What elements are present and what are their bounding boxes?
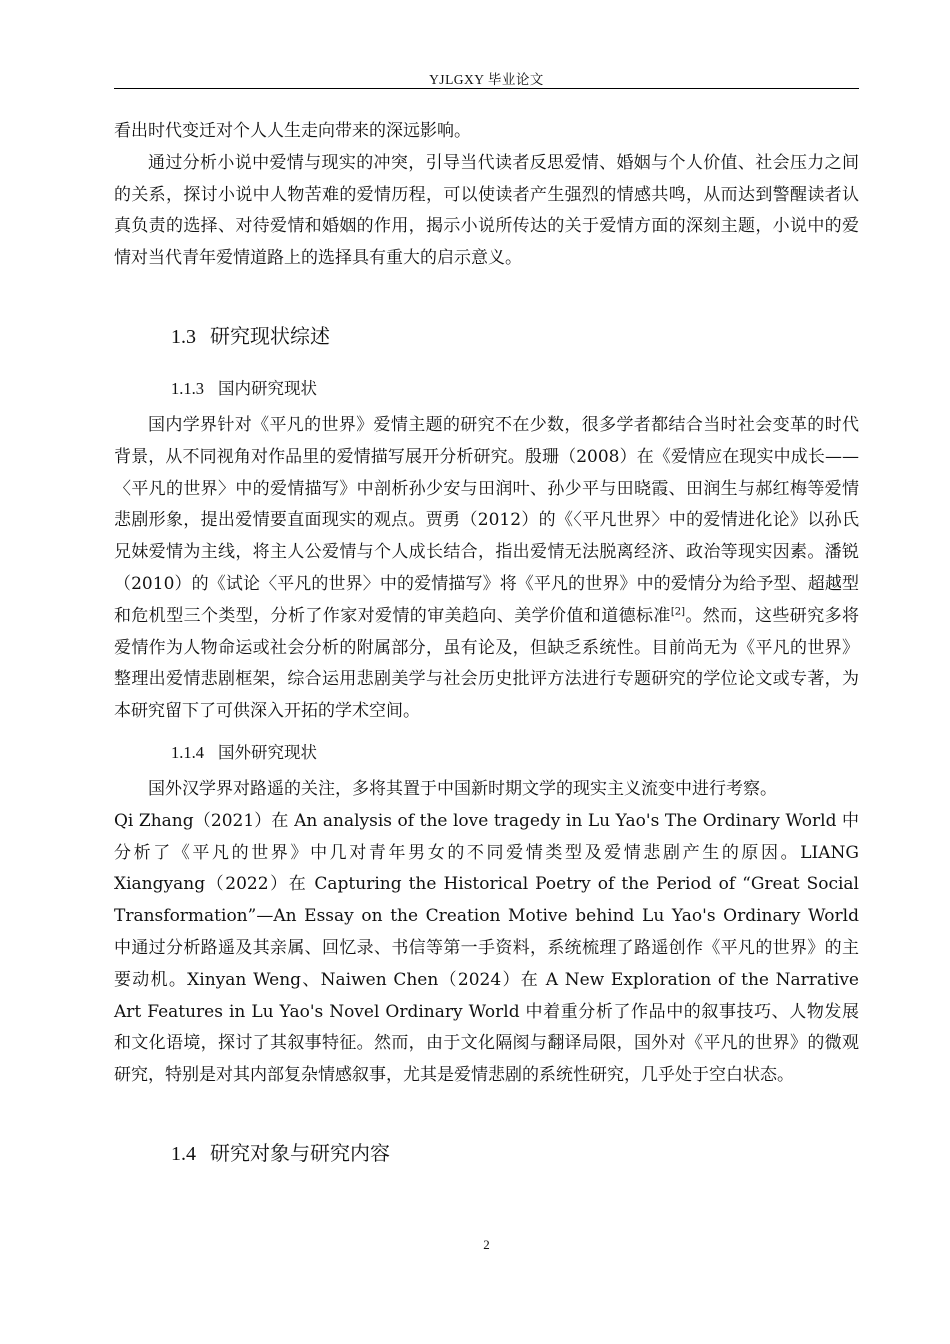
section-number: 1.4 [171, 1142, 196, 1165]
subsection-number: 1.1.4 [171, 742, 204, 762]
paragraph-foreign-intro: 国外汉学界对路遥的关注，多将其置于中国新时期文学的现实主义流变中进行考察。 [148, 778, 777, 799]
paragraph-continuation: 看出时代变迁对个人人生走向带来的深远影响。 [114, 121, 471, 141]
section-title: 研究现状综述 [210, 323, 330, 348]
subsection-title: 国外研究现状 [218, 742, 317, 762]
header-divider [114, 88, 859, 89]
section-number: 1.3 [171, 325, 196, 348]
page-footer [114, 1237, 859, 1253]
section-heading-1-4 [171, 1138, 859, 1169]
paragraph-significance: 通过分析小说中爱情与现实的冲突，引导当代读者反思爱情、婚姻与个人价值、社会压力之间的关系，探讨小说中人物苦难的爱情历程，可以使读者产生强烈的情感共鸣，从而达到警醒读者认真负责的选择、对待爱情和婚姻的作用，揭示小说所传达的关于爱情方面的深刻主题，小说中的爱情对当代青年爱情道路上的选择具有重大的启示意义。 [114, 152, 859, 269]
subsection-number: 1.1.3 [171, 378, 204, 398]
paragraph-foreign-research: Qi Zhang（2021）在 An analysis of the love tragedy in Lu Yao's The Ordinary World 中分析了《平凡的世界》中几对青年男女的不同爱情类型及爱情悲剧产生的原因。LIANG Xiangyang（2022）在 Capturing the Historical Poetry of the Period of “Great Social Transformation”—An Essay on the Creation Motive behind Lu Yao's Ordinary World 中通过分析路遥及其亲属、回忆录、书信等第一手资料，系统梳理了路遥创作《平凡的世界》的主要动机。Xinyan Weng、Naiwen Chen（2024）在 A New Exploration of the Narrative Art Features in Lu Yao's Novel Ordinary World 中着重分析了作品中的叙事技巧、人物发展和文化语境，探讨了其叙事特征。然而，由于文化隔阂与翻译局限，国外对《平凡的世界》的微观研究，特别是对其内部复杂情感叙事，尤其是爱情悲剧的系统性研究，几乎处于空白状态。 [114, 810, 859, 1086]
domestic-text-part1: 国内学界针对《平凡的世界》爱情主题的研究不在少数，很多学者都结合当时社会变革的时代背景，从不同视角对作品里的爱情描写展开分析研究。殷珊（2008）在《爱情应在现实中成长——〈平凡的世界〉中的爱情描写》中剖析孙少安与田润叶、孙少平与田晓霞、田润生与郝红梅等爱情悲剧形象，提出爱情要直面现实的观点。贾勇（2012）的《〈平凡世界〉中的爱情进化论》以孙氏兄妹爱情为主线，将主人公爱情与个人成长结合，指出爱情无法脱离经济、政治等现实因素。潘锐（2010）的《试论〈平凡的世界〉中的爱情描写》将《平凡的世界》中的爱情分为给予型、超越型和危机型三个类型，分析了作家对爱情的审美趋向、美学价值和道德标准 [114, 414, 859, 626]
header-title: YJLGXY 毕业论文 [429, 72, 544, 87]
subsection-heading-1-1-4 [171, 738, 859, 768]
section-title: 研究对象与研究内容 [210, 1140, 390, 1165]
domestic-text-part2: 。然而，这些研究多将爱情作为人物命运或社会分析的附属部分，虽有论及，但缺乏系统性。目前尚无为《平凡的世界》整理出爱情悲剧框架，综合运用悲剧美学与社会历史批评方法进行专题研究的学位论文或专著，为本研究留下了可供深入开拓的学术空间。 [114, 605, 860, 722]
document-body [114, 116, 859, 1191]
section-heading-1-3 [171, 321, 859, 352]
citation-marker: [2] [670, 606, 685, 618]
paragraph-domestic-research [114, 410, 859, 728]
subsection-heading-1-1-3 [171, 374, 859, 404]
page-header [114, 68, 859, 88]
page-number: 2 [483, 1237, 490, 1252]
subsection-title: 国内研究现状 [218, 378, 317, 398]
